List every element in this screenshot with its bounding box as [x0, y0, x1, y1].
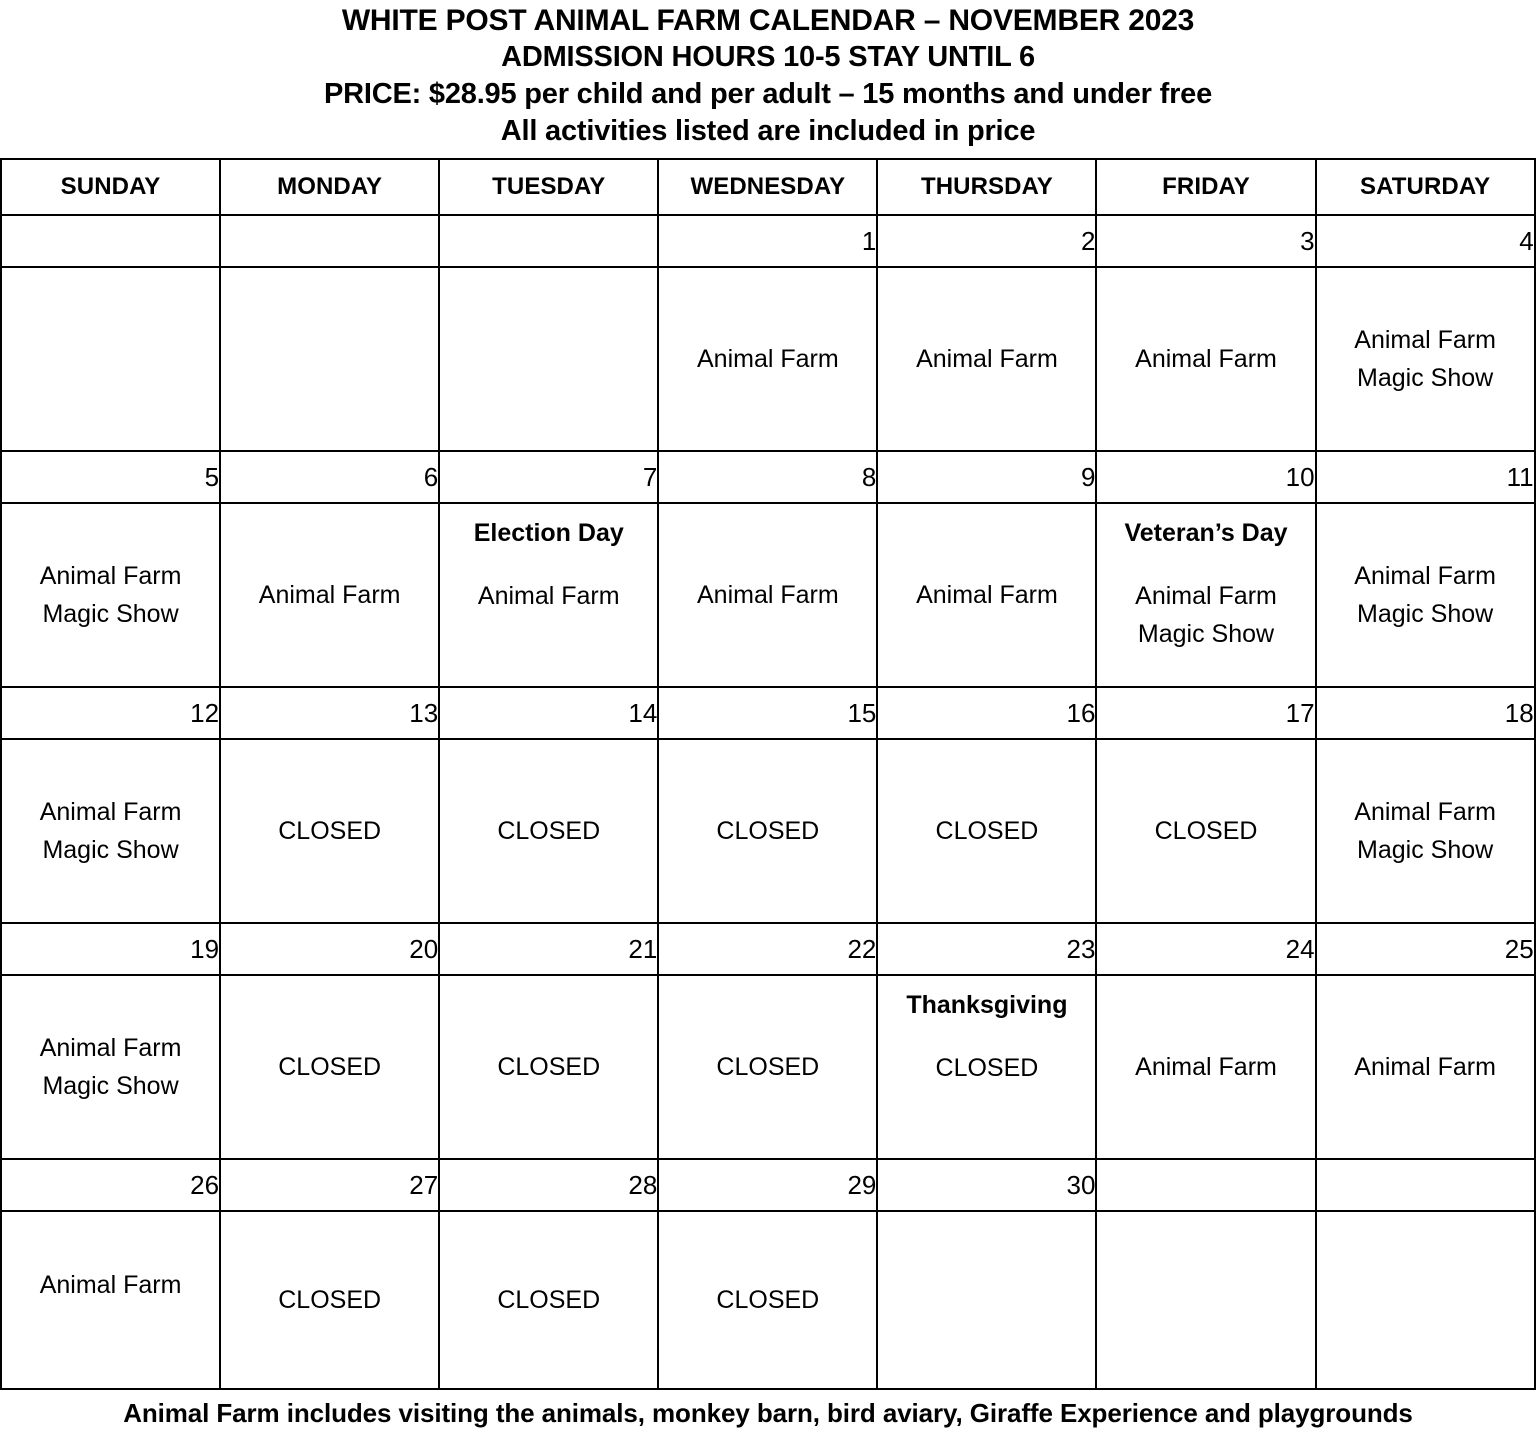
- weekday-header-friday: FRIDAY: [1096, 159, 1315, 215]
- day-content-inner: [2, 1212, 219, 1388]
- activity-label: [497, 1281, 600, 1319]
- date-number-cell[interactable]: 4: [1316, 215, 1535, 267]
- activity-line: CLOSED: [497, 817, 601, 845]
- day-content-cell-empty: [220, 267, 439, 451]
- activity-line: Animal Farm: [1354, 1053, 1496, 1081]
- activity-line: Magic Show: [42, 1072, 179, 1100]
- day-content-inner: [440, 504, 657, 686]
- activity-label: [1354, 1048, 1496, 1086]
- day-content-cell[interactable]: [877, 739, 1096, 923]
- weekday-header-thursday: THURSDAY: [877, 159, 1096, 215]
- date-number-cell[interactable]: 7: [439, 451, 658, 503]
- day-content-inner: [1097, 976, 1314, 1158]
- date-number-cell[interactable]: 10: [1096, 451, 1315, 503]
- activity-label: [1354, 793, 1496, 869]
- activity-line: Animal Farm: [1135, 1053, 1277, 1081]
- week-date-row: [1, 687, 1535, 739]
- admission-hours-line: ADMISSION HOURS 10-5 STAY UNTIL 6: [501, 41, 1035, 73]
- day-content-cell[interactable]: [220, 739, 439, 923]
- day-content-inner: [1097, 1212, 1314, 1388]
- week-content-row: [1, 503, 1535, 687]
- date-number-cell[interactable]: 12: [1, 687, 220, 739]
- day-content-cell[interactable]: [658, 503, 877, 687]
- date-number-cell[interactable]: 5: [1, 451, 220, 503]
- activity-label: [1354, 557, 1496, 633]
- week-content-row: [1, 1211, 1535, 1389]
- day-content-cell[interactable]: [1316, 975, 1535, 1159]
- activity-label: [497, 812, 600, 850]
- day-content-inner: [1317, 740, 1534, 922]
- activity-line: Animal Farm: [39, 1271, 182, 1299]
- activity-line: CLOSED: [497, 1286, 601, 1314]
- activity-line: CLOSED: [1154, 817, 1258, 845]
- day-content-inner: [878, 1212, 1095, 1388]
- day-content-cell[interactable]: [439, 975, 658, 1159]
- activity-line: Animal Farm: [916, 345, 1058, 373]
- weekday-header-saturday: SATURDAY: [1316, 159, 1535, 215]
- activities-included-line: All activities listed are included in price: [500, 115, 1036, 147]
- activity-line: Animal Farm: [1354, 798, 1496, 826]
- week-date-row: [1, 923, 1535, 975]
- day-content-inner: [221, 740, 438, 922]
- activity-line: CLOSED: [278, 1286, 382, 1314]
- activity-line: Magic Show: [42, 836, 179, 864]
- date-number-cell[interactable]: 19: [1, 923, 220, 975]
- day-content-inner: [221, 976, 438, 1158]
- activity-line: CLOSED: [716, 817, 820, 845]
- activity-label: [936, 812, 1039, 850]
- day-content-inner: [659, 504, 876, 686]
- activity-line: Animal Farm: [1354, 562, 1496, 590]
- activity-line: Animal Farm: [1135, 345, 1277, 373]
- date-number-cell[interactable]: 13: [220, 687, 439, 739]
- day-content-cell[interactable]: [658, 267, 877, 451]
- date-number-cell[interactable]: 11: [1316, 451, 1535, 503]
- date-number-cell[interactable]: 6: [220, 451, 439, 503]
- activity-line: CLOSED: [278, 817, 382, 845]
- activity-line: CLOSED: [716, 1286, 820, 1314]
- day-content-cell-empty: [1316, 1211, 1535, 1389]
- activity-line: CLOSED: [935, 817, 1039, 845]
- date-number-cell[interactable]: 22: [658, 923, 877, 975]
- date-number-cell[interactable]: 14: [439, 687, 658, 739]
- day-content-cell[interactable]: [1096, 975, 1315, 1159]
- day-content-inner: [878, 740, 1095, 922]
- activity-label: [1135, 577, 1277, 653]
- week-date-row: [1, 1159, 1535, 1211]
- day-content-cell-empty: [877, 1211, 1096, 1389]
- day-content-cell[interactable]: [1096, 739, 1315, 923]
- date-number-cell[interactable]: 23: [877, 923, 1096, 975]
- activity-line: Animal Farm: [477, 582, 620, 610]
- date-number-cell[interactable]: 9: [877, 451, 1096, 503]
- activity-label: [716, 812, 819, 850]
- activity-label: [497, 1048, 600, 1086]
- day-content-cell-empty: [1, 267, 220, 451]
- activity-line: Animal Farm: [916, 581, 1058, 609]
- date-number-cell-empty: [439, 215, 658, 267]
- day-content-inner: [2, 740, 219, 922]
- day-content-inner: [878, 504, 1095, 686]
- date-number-cell-empty: [1, 215, 220, 267]
- day-content-inner: [440, 976, 657, 1158]
- page-header: [0, 0, 1536, 150]
- day-content-cell[interactable]: [439, 503, 658, 687]
- day-content-inner: [221, 1212, 438, 1388]
- day-content-cell[interactable]: [877, 503, 1096, 687]
- day-content-cell[interactable]: [1, 975, 220, 1159]
- day-content-inner: [1317, 1212, 1534, 1388]
- calendar-footer-note: Animal Farm includes visiting the animals, monkey barn, bird aviary, Giraffe Experience and playgrounds: [123, 1398, 1413, 1428]
- activity-label: [40, 793, 182, 869]
- activity-line: CLOSED: [497, 1053, 601, 1081]
- date-number-cell[interactable]: 25: [1316, 923, 1535, 975]
- day-content-inner: [221, 268, 438, 450]
- day-content-inner: [440, 1212, 657, 1388]
- activity-line: CLOSED: [935, 1054, 1039, 1082]
- day-content-cell[interactable]: [1, 1211, 220, 1389]
- activity-line: Animal Farm: [39, 562, 182, 590]
- activity-line: Animal Farm: [696, 581, 839, 609]
- date-number-cell[interactable]: 20: [220, 923, 439, 975]
- day-content-cell[interactable]: [658, 739, 877, 923]
- activity-line: Animal Farm: [1354, 326, 1496, 354]
- date-number-cell-empty: [220, 215, 439, 267]
- activity-label: [40, 557, 182, 633]
- date-number-cell[interactable]: 16: [877, 687, 1096, 739]
- activity-label: [278, 1281, 381, 1319]
- date-number-cell-empty: [1316, 1159, 1535, 1211]
- activity-label: [916, 576, 1058, 614]
- day-content-inner: [2, 504, 219, 686]
- day-content-inner: [659, 268, 876, 450]
- activity-line: Animal Farm: [39, 1034, 182, 1062]
- date-number-cell[interactable]: 29: [658, 1159, 877, 1211]
- activity-line: CLOSED: [278, 1053, 382, 1081]
- activity-label: [716, 1281, 819, 1319]
- activity-label: [40, 1029, 182, 1105]
- holiday-label: Election Day: [473, 519, 624, 547]
- price-line: PRICE: $28.95 per child and per adult – 15 months and under free: [323, 78, 1213, 110]
- activity-line: Animal Farm: [1135, 582, 1277, 610]
- day-content-cell[interactable]: [220, 503, 439, 687]
- day-content-cell[interactable]: [1316, 267, 1535, 451]
- day-content-inner: [1097, 504, 1314, 686]
- weekday-header-monday: MONDAY: [220, 159, 439, 215]
- date-number-cell[interactable]: 3: [1096, 215, 1315, 267]
- activity-line: Animal Farm: [696, 345, 839, 373]
- week-content-row: [1, 975, 1535, 1159]
- day-content-inner: [878, 268, 1095, 450]
- activity-line: Magic Show: [1137, 620, 1275, 648]
- day-content-cell[interactable]: [1, 503, 220, 687]
- date-number-cell[interactable]: 26: [1, 1159, 220, 1211]
- date-number-cell[interactable]: 15: [658, 687, 877, 739]
- activity-label: [1135, 340, 1277, 378]
- day-content-inner: [1097, 740, 1314, 922]
- activity-label: [40, 1266, 182, 1304]
- day-content-cell[interactable]: [658, 1211, 877, 1389]
- activity-label: [1354, 321, 1496, 397]
- activity-label: [716, 1048, 819, 1086]
- week-date-row: [1, 215, 1535, 267]
- day-content-cell[interactable]: [220, 975, 439, 1159]
- holiday-label: Thanksgiving: [906, 991, 1068, 1019]
- activity-line: Magic Show: [1357, 364, 1494, 392]
- day-content-inner: [659, 976, 876, 1158]
- activity-line: Animal Farm: [39, 798, 182, 826]
- activity-line: Animal Farm: [258, 581, 401, 609]
- activity-label: [1155, 812, 1258, 850]
- date-number-cell[interactable]: 28: [439, 1159, 658, 1211]
- activity-label: [697, 576, 839, 614]
- week-content-row: [1, 739, 1535, 923]
- day-content-cell[interactable]: [877, 975, 1096, 1159]
- activity-label: [936, 1049, 1039, 1087]
- day-content-inner: [2, 268, 219, 450]
- day-content-cell[interactable]: [220, 1211, 439, 1389]
- date-number-cell[interactable]: 2: [877, 215, 1096, 267]
- week-date-row: [1, 451, 1535, 503]
- date-number-cell[interactable]: 1: [658, 215, 877, 267]
- date-number-cell[interactable]: 30: [877, 1159, 1096, 1211]
- day-content-inner: [1097, 268, 1314, 450]
- weekday-header-sunday: SUNDAY: [1, 159, 220, 215]
- day-content-cell[interactable]: [1, 739, 220, 923]
- calendar-grid: [0, 158, 1536, 1390]
- activity-label: [278, 812, 381, 850]
- activity-label: [1135, 1048, 1277, 1086]
- date-number-cell-empty: [1096, 1159, 1315, 1211]
- date-number-cell[interactable]: 17: [1096, 687, 1315, 739]
- date-number-cell[interactable]: 8: [658, 451, 877, 503]
- day-content-cell[interactable]: [439, 739, 658, 923]
- day-content-inner: [1317, 976, 1534, 1158]
- activity-label: [916, 340, 1058, 378]
- calendar-title: WHITE POST ANIMAL FARM CALENDAR – NOVEMBER 2023: [341, 4, 1195, 37]
- activity-label: [697, 340, 839, 378]
- activity-label: [478, 577, 620, 615]
- day-content-cell[interactable]: [1316, 503, 1535, 687]
- date-number-cell[interactable]: 24: [1096, 923, 1315, 975]
- day-content-cell[interactable]: [439, 1211, 658, 1389]
- day-content-inner: [878, 976, 1095, 1158]
- weekday-header-row: [1, 159, 1535, 215]
- date-number-cell[interactable]: 21: [439, 923, 658, 975]
- day-content-inner: [221, 504, 438, 686]
- day-content-cell-empty: [1096, 1211, 1315, 1389]
- activity-label: [278, 1048, 381, 1086]
- day-content-inner: [1317, 268, 1534, 450]
- activity-line: Magic Show: [1357, 836, 1494, 864]
- calendar-body: [1, 215, 1535, 1389]
- activity-line: Magic Show: [42, 600, 179, 628]
- day-content-cell[interactable]: [658, 975, 877, 1159]
- week-content-row: [1, 267, 1535, 451]
- holiday-label: Veteran’s Day: [1124, 519, 1288, 547]
- day-content-inner: [2, 976, 219, 1158]
- day-content-inner: [1317, 504, 1534, 686]
- day-content-cell[interactable]: [877, 267, 1096, 451]
- weekday-header-wednesday: WEDNESDAY: [658, 159, 877, 215]
- activity-label: [259, 576, 401, 614]
- day-content-cell[interactable]: [1096, 503, 1315, 687]
- activity-line: Magic Show: [1357, 600, 1494, 628]
- day-content-inner: [659, 1212, 876, 1388]
- day-content-cell[interactable]: [1316, 739, 1535, 923]
- weekday-header-tuesday: TUESDAY: [439, 159, 658, 215]
- day-content-inner: [659, 740, 876, 922]
- date-number-cell[interactable]: 18: [1316, 687, 1535, 739]
- day-content-cell-empty: [439, 267, 658, 451]
- date-number-cell[interactable]: 27: [220, 1159, 439, 1211]
- day-content-inner: [440, 740, 657, 922]
- day-content-cell[interactable]: [1096, 267, 1315, 451]
- day-content-inner: [440, 268, 657, 450]
- activity-line: CLOSED: [716, 1053, 820, 1081]
